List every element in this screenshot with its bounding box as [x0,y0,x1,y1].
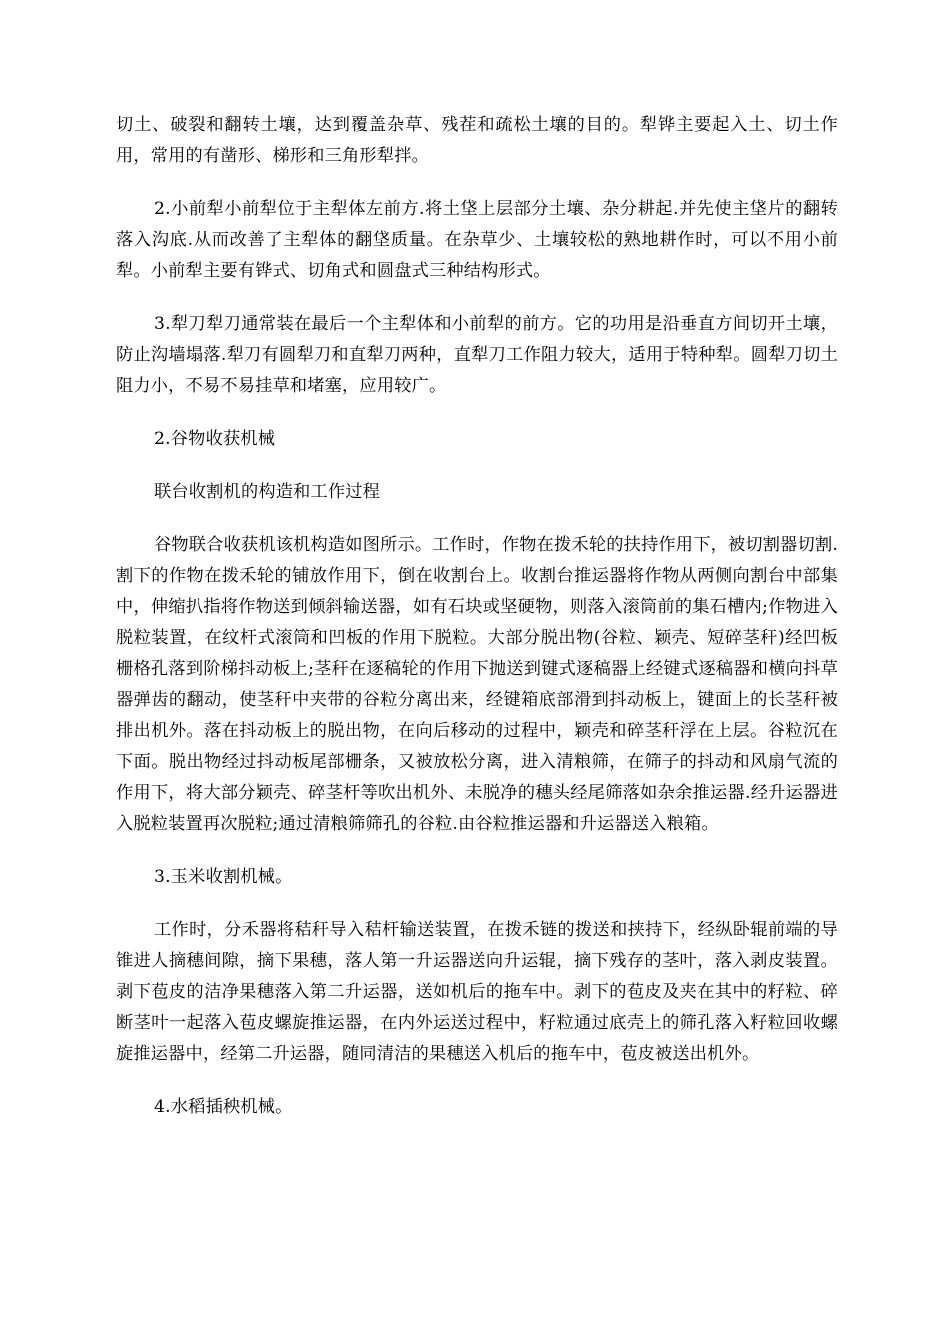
subsection-heading-combine: 联台收割机的构造和工作过程 [154,482,381,502]
paragraph-small-front-plough: 2.小前犁小前犁位于主犁体左前方.将土垡上层部分土壤、杂分耕起.并先使主垡片的翻转落入沟底.从而改善了主犁体的翻垡质量。在杂草少、土壤较松的熟地耕作时，可以不用小前犁。小前犁主要有铧式、切角式和圆盘式三种结构形式。 [116,199,838,281]
document-body [116,110,838,1145]
paragraph-plough-share: 切土、破裂和翻转土壤，达到覆盖杂草、残茬和疏松土壤的目的。犁铧主要起入土、切土作用，常用的有凿形、梯形和三角形犁拌。 [116,115,838,166]
paragraph-combine-process: 谷物联合收获机该机构造如图所示。工作时，作物在拨禾轮的扶持作用下，被切割器切割.割下的作物在拨禾轮的铺放作用下，倒在收割台上。收割台推运器将作物从两侧向割台中部集中，伸缩扒指将作物送到倾斜输送器，如有石块或坚硬物，则落入滚筒前的集石槽内;作物进入脱粒装置，在纹杆式滚筒和凹板的作用下脱粒。大部分脱出物(谷粒、颖壳、短碎茎秆)经凹板栅格孔落到阶梯抖动板上;茎秆在逐稿轮的作用下抛送到键式逐稿器上经键式逐稿器和横向抖草器弹齿的翻动，使茎秆中夹带的谷粒分离出来，经键箱底部滑到抖动板上，键面上的长茎秆被排出机外。落在抖动板上的脱出物，在向后移动的过程中，颖壳和碎茎秆浮在上层。谷粒沉在下面。脱出物经过抖动板尾部栅条，又被放松分离，进入清粮筛，在筛子的抖动和风扇气流的作用下，将大部分颖壳、碎茎杆等吹出机外、未脱净的穗头经尾筛落如杂余推运器.经升运器进入脱粒装置再次脱粒;通过清粮筛筛孔的谷粒.由谷粒推运器和升运器送入粮箱。 [116,535,838,834]
section-heading-rice-transplanter: 4.水稻插秧机械。 [154,1097,293,1117]
paragraph-corn-process: 工作时，分禾器将秸秆导入秸杆输送装置，在拨禾链的拨送和挟持下，经纵卧辊前端的导锥进人摘穗间隙，摘下果穗，落人第一升运器送向升运辊，摘下残存的茎叶，落入剥皮装置。剥下苞皮的洁净果穗落入第二升运器，送如机后的拖车中。剥下的苞皮及夹在其中的籽粒、碎断茎叶一起落入苞皮螺旋推运器，在内外运送过程中，籽粒通过底壳上的筛孔落入籽粒回收螺旋推运器中，经第二升运器，随同清洁的果穗送入机后的拖车中，苞皮被送出机外。 [116,920,838,1064]
section-heading-corn-harvester: 3.玉米收割机械。 [154,867,293,887]
paragraph-coulter: 3.犁刀犁刀通常装在最后一个主犁体和小前犁的前方。它的功用是沿垂直方间切开土壤，防止沟墙塌落.犁刀有圆犁刀和直犁刀两种，直犁刀工作阻力较大，适用于特种犁。圆犁刀切土阻力小，不易不易挂草和堵塞，应用较广。 [116,314,838,396]
section-heading-grain-harvester: 2.谷物收获机械 [154,429,276,449]
